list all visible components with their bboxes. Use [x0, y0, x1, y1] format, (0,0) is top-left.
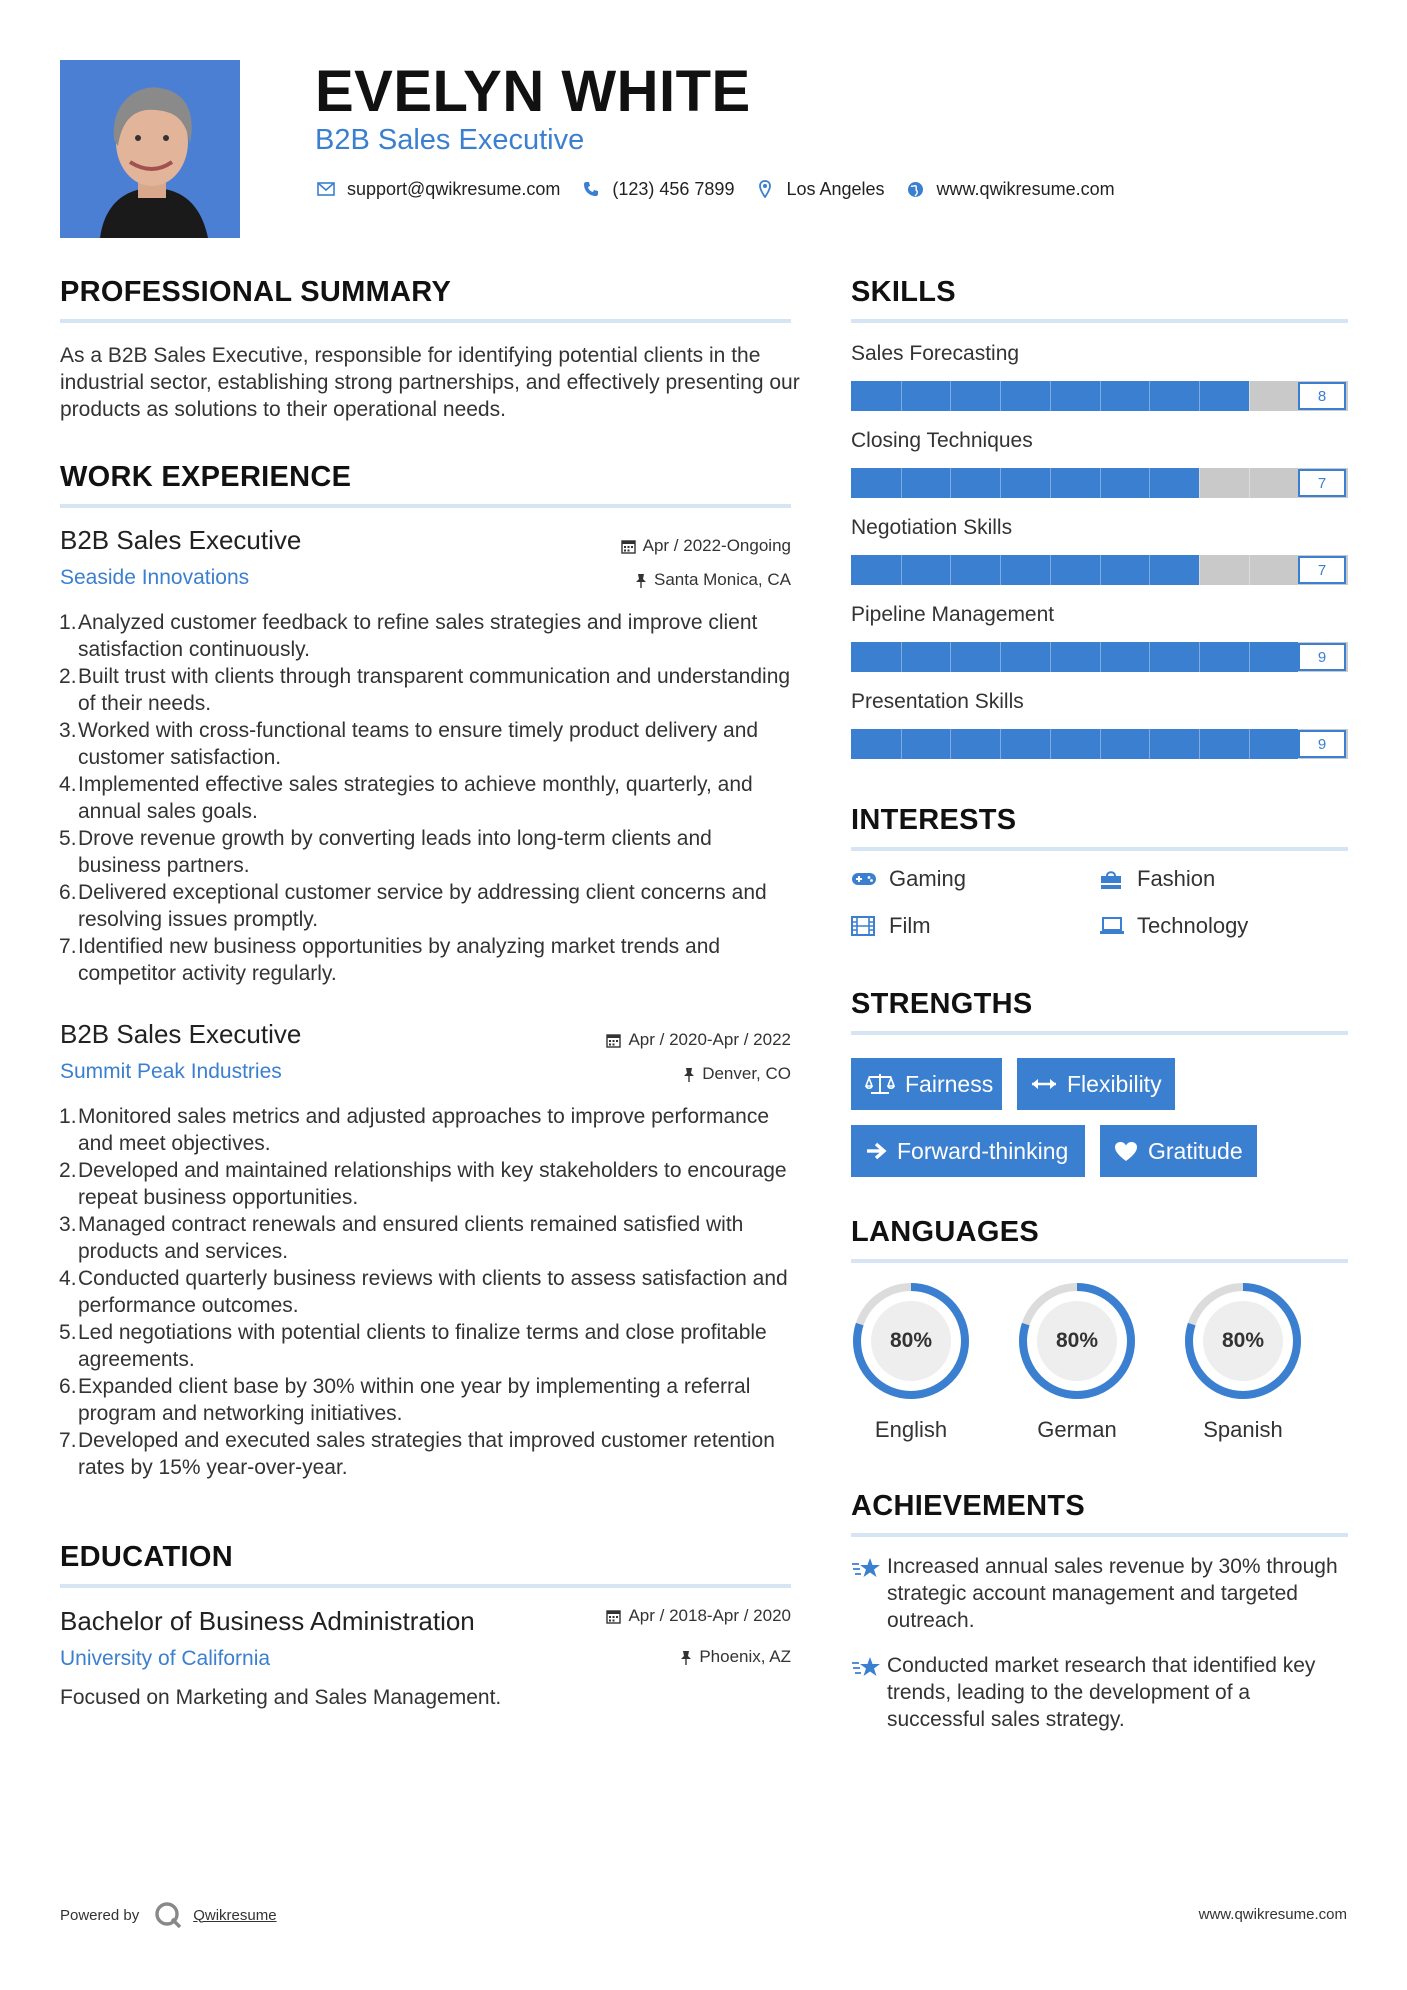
education-dates-text: Apr / 2018-Apr / 2020 [628, 1606, 791, 1625]
skill-bar-segment [1050, 468, 1051, 498]
skill-bar [851, 729, 1348, 759]
skill-bar-segment [950, 729, 951, 759]
skill-bar-segment [1249, 642, 1250, 672]
strengths-rule [851, 1031, 1348, 1035]
job-dates-text: Apr / 2022-Ongoing [642, 536, 791, 555]
envelope-icon [315, 178, 337, 200]
interest-label: Gaming [889, 866, 967, 891]
skill-name: Negotiation Skills [851, 516, 1013, 539]
shooting-star-icon [851, 1654, 887, 1733]
shooting-star-icon [851, 1555, 887, 1634]
interest-label: Film [889, 913, 931, 938]
job-title: B2B Sales Executive [60, 1019, 302, 1049]
interest-item [1099, 866, 1215, 892]
skill-bar-segment [1149, 729, 1150, 759]
skill-bar-segment [1000, 381, 1001, 411]
list-item: Identified new business opportunities by analyzing market trends and competitor activity regularly. [78, 935, 721, 985]
skill-bar-segment [1100, 729, 1101, 759]
candidate-name: EVELYN WHITE [315, 59, 751, 124]
achievements-heading: ACHIEVEMENTS [851, 1490, 1086, 1522]
language-name: German [1037, 1417, 1117, 1442]
job-location-text: Denver, CO [702, 1064, 791, 1083]
calendar-icon [606, 1033, 621, 1048]
skill-bar-fill [851, 468, 1199, 498]
skill-bar-segment [1100, 555, 1101, 585]
candidate-title: B2B Sales Executive [315, 124, 585, 156]
skill-bar-segment [1249, 468, 1250, 498]
education-degree: Bachelor of Business Administration [60, 1606, 475, 1636]
strength-badge [851, 1058, 1002, 1110]
job-title: B2B Sales Executive [60, 525, 302, 555]
education-heading: EDUCATION [60, 1541, 233, 1573]
job-dates [621, 536, 791, 556]
skill-bar-segment [950, 555, 951, 585]
globe-icon [905, 178, 927, 200]
pushpin-icon [680, 1650, 692, 1665]
interest-item [1099, 913, 1248, 939]
skill-bar-segment [1199, 381, 1200, 411]
achievement-item [851, 1652, 1351, 1733]
skill-level-badge: 9 [1298, 643, 1346, 671]
education-school: University of California [60, 1647, 271, 1670]
skill-bar-segment [1050, 381, 1051, 411]
footer-url[interactable]: www.qwikresume.com [1198, 1906, 1347, 1923]
skill-bar-segment [1050, 555, 1051, 585]
skill-bar-segment [901, 729, 902, 759]
calendar-icon [621, 539, 636, 554]
job-location [683, 1064, 791, 1084]
contact-row [315, 178, 1135, 200]
skill-bar-fill [851, 729, 1298, 759]
strength-label: Fairness [905, 1070, 994, 1097]
interests-rule [851, 847, 1348, 851]
list-item: Worked with cross-functional teams to ensure timely product delivery and customer satisfaction. [78, 719, 759, 769]
contact-website[interactable]: www.qwikresume.com [936, 178, 1115, 199]
laptop-icon [1099, 917, 1127, 935]
skill-bar-segment [1100, 642, 1101, 672]
film-icon [851, 916, 879, 936]
skill-bar-segment [1000, 642, 1001, 672]
skill-bar-segment [1249, 555, 1250, 585]
footer-brand-link[interactable]: Qwikresume [193, 1906, 277, 1924]
skill-bar-segment [1149, 642, 1150, 672]
skill-bar-segment [1249, 729, 1250, 759]
job-dates [606, 1030, 791, 1050]
achievement-item [851, 1553, 1351, 1634]
experience-heading: WORK EXPERIENCE [60, 461, 352, 493]
strength-label: Flexibility [1067, 1070, 1162, 1097]
experience-rule [60, 504, 791, 508]
job-duties-list [60, 1103, 800, 1481]
list-item: Delivered exceptional customer service by addressing client concerns and resolving issues promptly. [78, 881, 767, 931]
balance-scale-icon [865, 1072, 895, 1096]
strengths-heading: STRENGTHS [851, 988, 1033, 1020]
interest-item [851, 913, 931, 939]
profile-photo [60, 60, 240, 238]
summary-rule [60, 319, 791, 323]
education-location [680, 1647, 791, 1667]
interests-heading: INTERESTS [851, 804, 1017, 836]
interest-label: Fashion [1137, 866, 1216, 891]
arrow-right-icon [865, 1141, 887, 1161]
achievements-rule [851, 1533, 1348, 1537]
skill-bar-segment [901, 381, 902, 411]
list-item: Implemented effective sales strategies to achieve monthly, quarterly, and annual sales goals. [78, 773, 753, 823]
list-item: Analyzed customer feedback to refine sales strategies and improve client satisfaction continuously. [78, 611, 758, 661]
skill-bar-segment [1100, 381, 1101, 411]
summary-heading: PROFESSIONAL SUMMARY [60, 276, 452, 308]
contact-location: Los Angeles [786, 178, 885, 199]
language-item [1181, 1279, 1305, 1443]
summary-text: As a B2B Sales Executive, responsible for identifying potential clients in the industrial sector, establishing strong partnerships, and effectively presenting our products as solutions to their operational needs. [60, 344, 800, 421]
shopping-bag-icon [1099, 868, 1127, 890]
education-note: Focused on Marketing and Sales Management. [60, 1686, 502, 1709]
skill-level-badge: 9 [1298, 730, 1346, 758]
interest-item [851, 866, 966, 892]
skill-bar-segment [1050, 729, 1051, 759]
skill-bar-segment [1000, 555, 1001, 585]
skill-bar-segment [901, 468, 902, 498]
skill-bar-segment [1199, 729, 1200, 759]
footer-powered-by [60, 1900, 277, 1930]
skill-bar-segment [1100, 468, 1101, 498]
profile-photo-illustration [60, 60, 240, 238]
powered-by-label: Powered by [60, 1906, 140, 1924]
job-location-text: Santa Monica, CA [653, 570, 791, 589]
contact-phone[interactable]: (123) 456 7899 [612, 178, 735, 199]
job-duties-list [60, 609, 800, 987]
list-item: Developed and maintained relationships with key stakeholders to encourage repeat business opportunities. [78, 1159, 787, 1209]
skill-bar-segment [1199, 555, 1200, 585]
arrows-horizontal-icon [1031, 1077, 1057, 1091]
calendar-icon [606, 1609, 621, 1624]
skill-bar [851, 381, 1348, 411]
list-item: Drove revenue growth by converting leads into long-term clients and business partners. [78, 827, 712, 877]
list-item: Developed and executed sales strategies that improved customer retention rates by 15% year-over-year. [78, 1429, 775, 1479]
skill-bar-fill [851, 642, 1298, 672]
skill-bar-segment [1249, 381, 1250, 411]
skills-rule [851, 319, 1348, 323]
job-company: Summit Peak Industries [60, 1060, 282, 1083]
skill-bar-segment [1199, 642, 1200, 672]
skill-bar-segment [901, 642, 902, 672]
map-pin-icon [754, 178, 776, 200]
strength-badge [851, 1125, 1085, 1177]
job-dates-text: Apr / 2020-Apr / 2022 [628, 1030, 791, 1049]
skill-bar [851, 555, 1348, 585]
skill-bar-segment [950, 468, 951, 498]
language-percent: 80% [889, 1329, 933, 1352]
language-item [849, 1279, 973, 1443]
education-dates [606, 1606, 791, 1626]
skill-level-badge: 7 [1298, 469, 1346, 497]
language-name: English [874, 1417, 948, 1442]
list-item: Monitored sales metrics and adjusted approaches to improve performance and meet objectives. [78, 1105, 770, 1155]
qwikresume-logo-icon [153, 1900, 183, 1930]
job-location [635, 570, 791, 590]
list-item: Conducted quarterly business reviews with clients to assess satisfaction and performance outcomes. [78, 1267, 788, 1317]
language-percent: 80% [1221, 1329, 1265, 1352]
strength-label: Forward-thinking [897, 1137, 1069, 1164]
languages-rule [851, 1259, 1348, 1263]
list-item: Managed contract renewals and ensured clients remained satisfied with products and services. [78, 1213, 744, 1263]
job-company: Seaside Innovations [60, 566, 250, 589]
skill-bar-segment [1149, 468, 1150, 498]
skill-bar [851, 468, 1348, 498]
pushpin-icon [635, 573, 647, 588]
achievement-text: Conducted market research that identified key trends, leading to the development of a successful sales strategy. [887, 1654, 1316, 1731]
skill-name: Sales Forecasting [851, 342, 1020, 365]
language-item [1015, 1279, 1139, 1443]
list-item: Expanded client base by 30% within one year by implementing a referral program and networking initiatives. [78, 1375, 751, 1425]
language-name: Spanish [1203, 1417, 1283, 1442]
skill-bar-segment [1000, 729, 1001, 759]
education-location-text: Phoenix, AZ [699, 1647, 791, 1666]
skill-bar [851, 642, 1348, 672]
skill-bar-fill [851, 555, 1199, 585]
skills-heading: SKILLS [851, 276, 956, 308]
skill-bar-segment [1000, 468, 1001, 498]
language-percent: 80% [1055, 1329, 1099, 1352]
list-item: Built trust with clients through transparent communication and understanding of their needs. [78, 665, 791, 715]
education-rule [60, 1584, 791, 1588]
skill-bar-segment [1199, 468, 1200, 498]
skill-name: Presentation Skills [851, 690, 1024, 713]
languages-heading: LANGUAGES [851, 1216, 1039, 1248]
phone-icon [580, 178, 602, 200]
skill-bar-segment [950, 381, 951, 411]
skill-bar-segment [950, 642, 951, 672]
skill-bar-segment [1149, 555, 1150, 585]
list-item: Led negotiations with potential clients to finalize terms and close profitable agreements. [78, 1321, 767, 1371]
skill-level-badge: 7 [1298, 556, 1346, 584]
skill-bar-segment [1149, 381, 1150, 411]
heart-icon [1114, 1141, 1138, 1162]
pushpin-icon [683, 1067, 695, 1082]
skill-name: Closing Techniques [851, 429, 1033, 452]
strength-label: Gratitude [1148, 1137, 1243, 1164]
achievement-text: Increased annual sales revenue by 30% through strategic account management and targeted outreach. [887, 1555, 1338, 1632]
skill-bar-segment [1050, 642, 1051, 672]
strength-badge [1100, 1125, 1257, 1177]
skill-bar-segment [901, 555, 902, 585]
skill-level-badge: 8 [1298, 382, 1346, 410]
gamepad-icon [851, 871, 879, 887]
interest-label: Technology [1137, 913, 1249, 938]
contact-email[interactable]: support@qwikresume.com [347, 178, 561, 199]
skill-name: Pipeline Management [851, 603, 1055, 626]
strength-badge [1017, 1058, 1175, 1110]
